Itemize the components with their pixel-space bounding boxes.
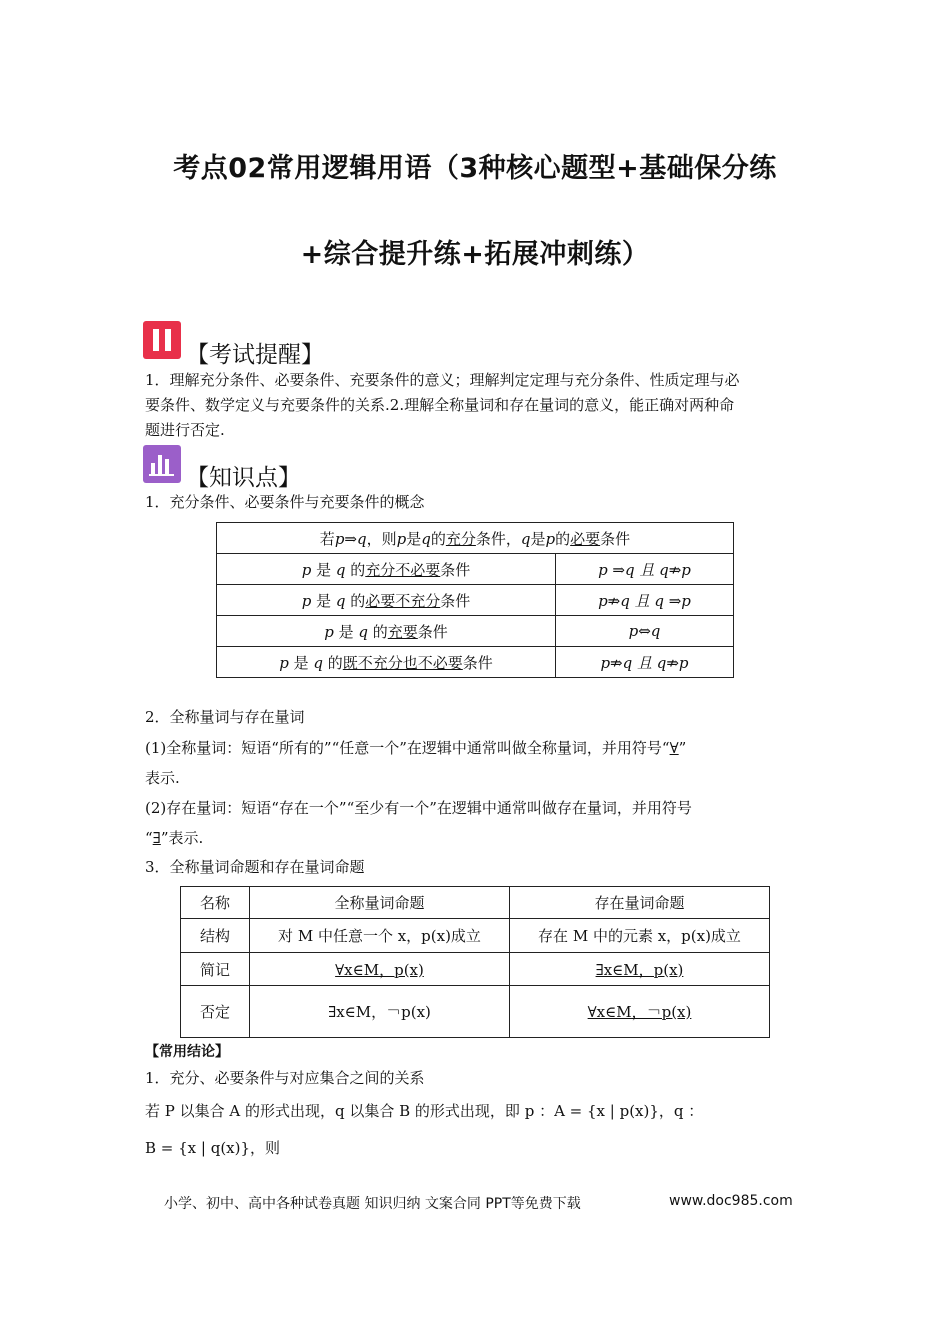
text: 的 [350,560,366,579]
text: 是 [338,622,354,641]
text: ，则 [366,529,397,548]
kp2-line-3: (2)存在量词：短语“存在一个”“至少有一个”在逻辑中通常叫做存在量词，并用符号 [145,799,692,817]
universal-cell: ∀x∈M，p(x) [250,953,510,986]
var-q: q [335,591,346,610]
footer-text: 小学、初中、高中各种试卷真题 知识归纳 文案合同 PPT等免费下载 [164,1196,581,1212]
kp2-line-1 [145,736,686,761]
header-cell: 全称量词命题 [250,887,510,919]
reminder-line-2: 要条件、数学定义与充要条件的关系.2.理解全称量词和存在量词的意义，能正确对两种命 [145,396,735,414]
pause-bars-icon [143,321,181,359]
underlined-term: 充要 [387,622,418,641]
universal-cell: ∃x∈M，￢p(x) [250,986,510,1038]
exists-symbol: ∃ [152,829,161,847]
conditions-table-top-row [217,523,734,554]
table-row [181,986,770,1038]
row-name-cell: 否定 [181,986,250,1038]
table-row [217,616,734,647]
kp2-line-2: 表示. [145,769,180,787]
text: 条件 [462,653,493,672]
underlined-term: 充分不必要 [365,560,441,579]
reminder-line-1: 1．理解充分条件、必要条件、充要条件的意义；理解判定定理与充分条件、性质定理与必 [145,371,740,389]
text: ” [678,739,687,757]
section-heading-exam-reminder: 【考试提醒】 [186,342,324,368]
var-q: q [357,529,367,548]
text: (1)全称量词：短语“所有的”“任意一个”在逻辑中通常叫做全称量词，并用符号“ [145,739,670,757]
kp1-heading: 1．充分条件、必要条件与充要条件的概念 [145,493,425,511]
conclusion-line-1: 1．充分、必要条件与对应集合之间的关系 [145,1069,425,1087]
var-q: q [358,622,368,641]
text: ”表示. [160,829,204,847]
implies-symbol: ⇒ [344,529,357,548]
text: 的 [350,591,366,610]
text: “ [145,829,153,847]
underlined-term: 充分 [445,529,476,548]
text: 条件 [440,560,471,579]
kp2-line-4 [145,826,203,851]
text: 是 [530,529,546,548]
section-heading-knowledge: 【知识点】 [186,465,301,491]
row-name-cell: 简记 [181,953,250,986]
existential-cell: ∀x∈M，￢p(x) [510,986,770,1038]
relation-cell: p⇔q [556,616,734,647]
text: 条件 [417,622,448,641]
text: 若 [319,529,335,548]
table-row [181,919,770,953]
var-q: q [313,653,323,672]
underlined-term: 既不充分也不必要 [342,653,463,672]
kp2-heading: 2．全称量词与存在量词 [145,708,305,726]
text: 是 [293,653,309,672]
relation-cell: p⇏q 且 q ⇒p [556,585,734,616]
conclusion-line-3: B = {x | q(x)}，则 [145,1139,281,1157]
var-q: q [520,529,531,548]
conditions-table-top-cell [217,523,734,554]
text: 条件， [475,529,521,548]
underlined-term: 必要不充分 [365,591,441,610]
var-p: p [324,622,334,641]
text: 是 [316,560,332,579]
relation-cell: p ⇒q 且 q⇏p [556,554,734,585]
row-name-cell: 结构 [181,919,250,953]
text: 的 [555,529,571,548]
quantifier-table [180,886,770,1038]
page-title-line2: +综合提升练+拓展冲刺练） [300,239,650,270]
forall-symbol: ∀ [669,739,679,757]
condition-cell [217,554,556,585]
existential-cell: ∃x∈M，p(x) [510,953,770,986]
table-row [217,647,734,678]
conclusion-heading: 【常用结论】 [145,1044,229,1060]
existential-cell: 存在 M 中的元素 x，p(x)成立 [510,919,770,953]
text: 条件 [600,529,631,548]
var-p: p [334,529,345,548]
underlined-term: 必要 [570,529,601,548]
universal-cell: 对 M 中任意一个 x，p(x)成立 [250,919,510,953]
var-p: p [396,529,407,548]
var-q: q [335,560,346,579]
text: 的 [327,653,343,672]
condition-cell [217,585,556,616]
var-q: q [421,529,431,548]
text: 条件 [440,591,471,610]
reminder-line-3: 题进行否定. [145,421,225,439]
table-row [181,953,770,986]
bar-chart-icon [143,445,181,483]
page-title-line1: 考点02常用逻辑用语（3种核心题型+基础保分练 [173,153,777,184]
kp3-heading: 3．全称量词命题和存在量词命题 [145,858,365,876]
var-p: p [301,591,312,610]
table-row [217,585,734,616]
text: 是 [316,591,332,610]
text: 是 [406,529,422,548]
var-p: p [545,529,556,548]
header-cell: 存在量词命题 [510,887,770,919]
relation-cell: p⇏q 且 q⇏p [556,647,734,678]
conditions-table [216,522,734,678]
header-cell: 名称 [181,887,250,919]
footer-url[interactable]: www.doc985.com [669,1193,793,1209]
table-row [217,554,734,585]
conclusion-line-2: 若 P 以集合 A 的形式出现，q 以集合 B 的形式出现，即 p ：A = {x | p(x)}，q ： [145,1102,704,1120]
text: 的 [430,529,446,548]
condition-cell [217,647,556,678]
table-header-row [181,887,770,919]
var-p: p [279,653,289,672]
condition-cell [217,616,556,647]
var-p: p [301,560,312,579]
text: 的 [372,622,388,641]
